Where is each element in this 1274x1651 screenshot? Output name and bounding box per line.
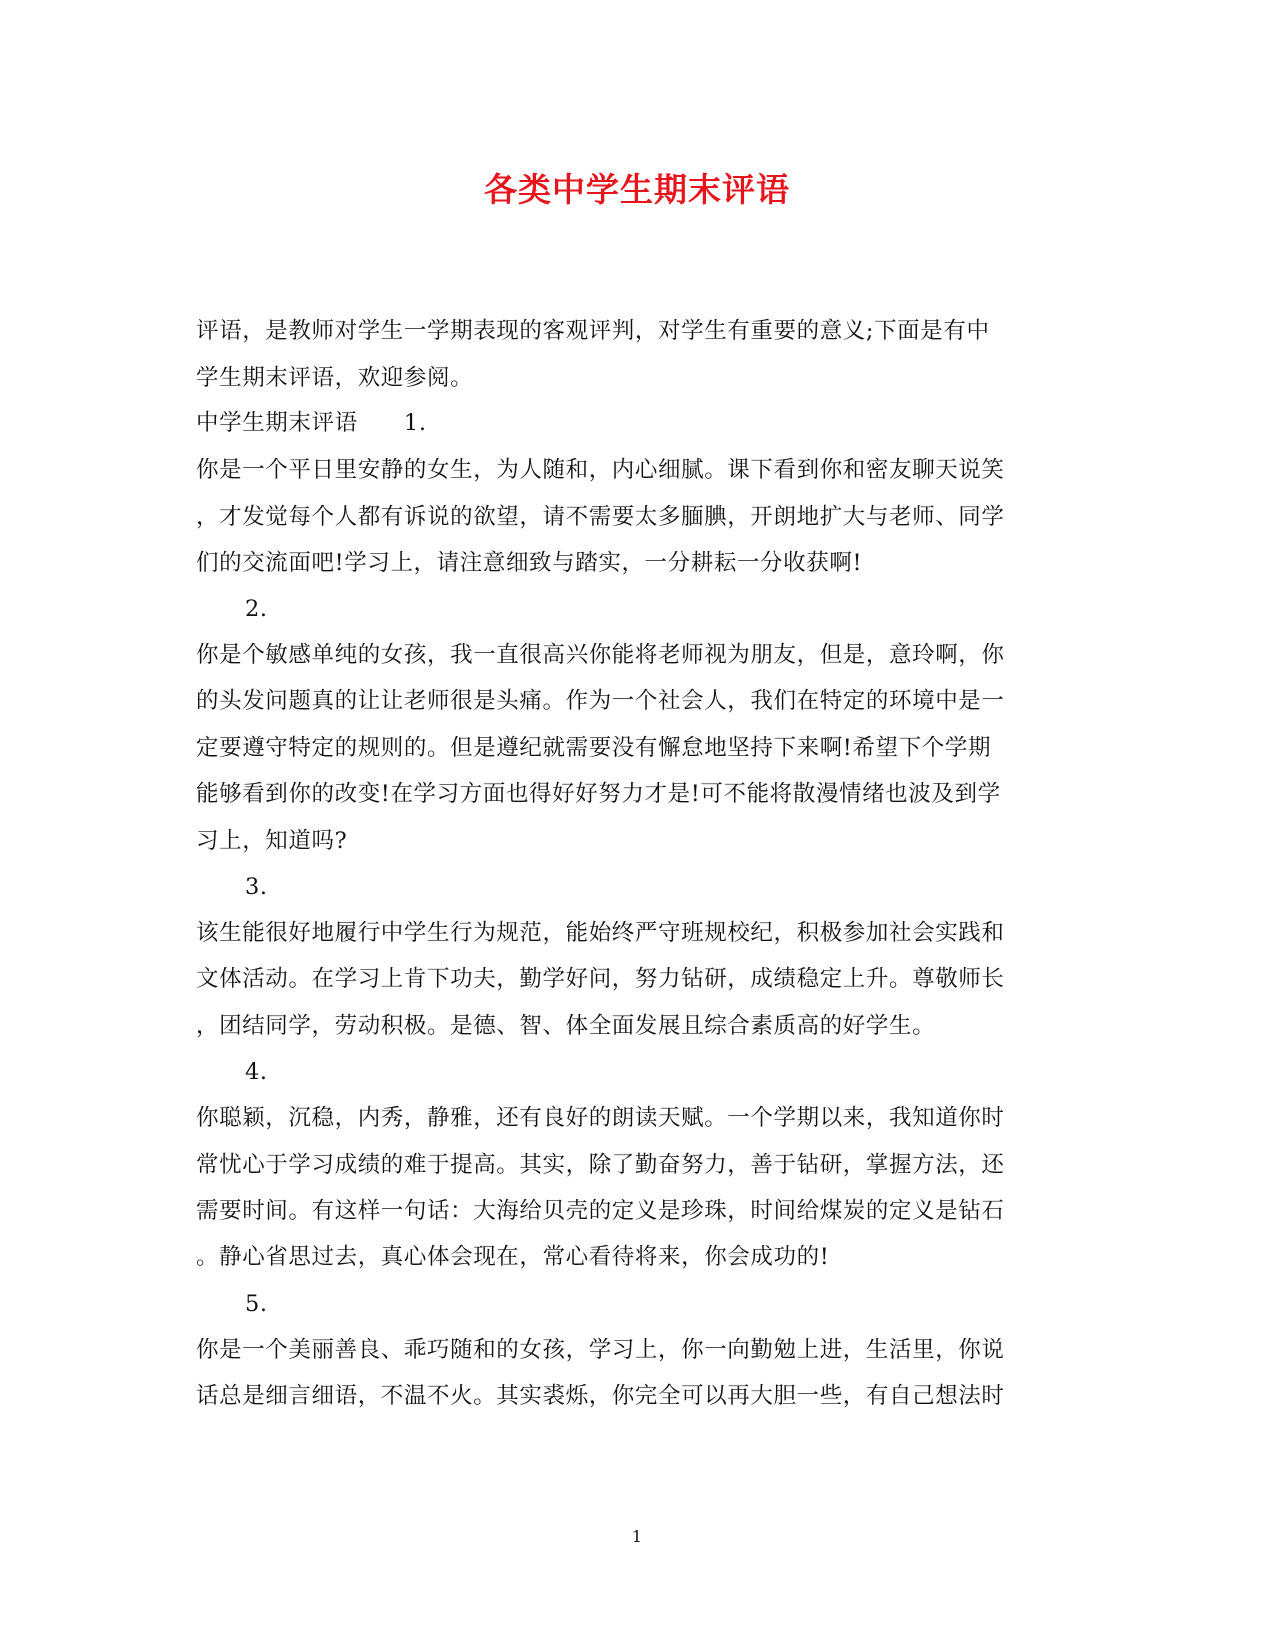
comment-5-line-2: 话总是细言细语，不温不火。其实裘烁，你完全可以再大胆一些，有自己想法时: [196, 1383, 1005, 1409]
document-title: 各类中学生期末评语: [484, 170, 790, 209]
item-number-2: 2.: [245, 596, 268, 622]
comment-1-line-2: ，才发觉每个人都有诉说的欲望，请不需要太多腼腆，开朗地扩大与老师、同学: [196, 504, 1005, 530]
comment-3-line-3: ，团结同学，劳动积极。是德、智、体全面发展且综合素质高的好学生。: [196, 1013, 936, 1039]
comment-3-line-2: 文体活动。在学习上肯下功夫，勤学好问，努力钻研，成绩稳定上升。尊敬师长: [196, 966, 1005, 992]
comment-5-line-1: 你是一个美丽善良、乖巧随和的女孩，学习上，你一向勤勉上进，生活里，你说: [196, 1337, 1005, 1363]
item-number-3: 3.: [245, 874, 268, 900]
comment-4-line-2: 常忧心于学习成绩的难于提高。其实，除了勤奋努力，善于钻研，掌握方法，还: [196, 1152, 1005, 1178]
comment-3-line-1: 该生能很好地履行中学生行为规范，能始终严守班规校纪，积极参加社会实践和: [196, 920, 1005, 946]
comment-2-line-4: 能够看到你的改变!在学习方面也得好好努力才是!可不能将散漫情绪也波及到学: [196, 781, 1001, 807]
item-number-5: 5.: [245, 1291, 268, 1317]
intro-line-1: 评语，是教师对学生一学期表现的客观评判，对学生有重要的意义;下面是有中: [196, 318, 990, 344]
item-number-4: 4.: [245, 1059, 268, 1085]
comment-1-line-3: 们的交流面吧!学习上，请注意细致与踏实，一分耕耘一分收获啊!: [196, 550, 863, 576]
comment-4-line-4: 。静心省思过去，真心体会现在，常心看待将来，你会成功的!: [196, 1244, 830, 1270]
page-number: 1: [631, 1527, 643, 1546]
comment-2-line-1: 你是个敏感单纯的女孩，我一直很高兴你能将老师视为朋友，但是，意玲啊，你: [196, 642, 1005, 668]
comment-2-line-5: 习上，知道吗?: [196, 828, 348, 854]
comment-2-line-2: 的头发问题真的让让老师很是头痛。作为一个社会人，我们在特定的环境中是一: [196, 688, 1005, 714]
comment-4-line-3: 需要时间。有这样一句话：大海给贝壳的定义是珍珠，时间给煤炭的定义是钻石: [196, 1198, 1005, 1224]
comment-2-line-3: 定要遵守特定的规则的。但是遵纪就需要没有懈怠地坚持下来啊!希望下个学期: [196, 735, 992, 761]
comment-4-line-1: 你聪颖，沉稳，内秀，静雅，还有良好的朗读天赋。一个学期以来，我知道你时: [196, 1105, 1005, 1131]
intro-line-2: 学生期末评语，欢迎参阅。: [196, 365, 474, 391]
comment-1-line-1: 你是一个平日里安静的女生，为人随和，内心细腻。课下看到你和密友聊天说笑: [196, 457, 1005, 483]
section-heading: 中学生期末评语 1.: [196, 410, 427, 436]
